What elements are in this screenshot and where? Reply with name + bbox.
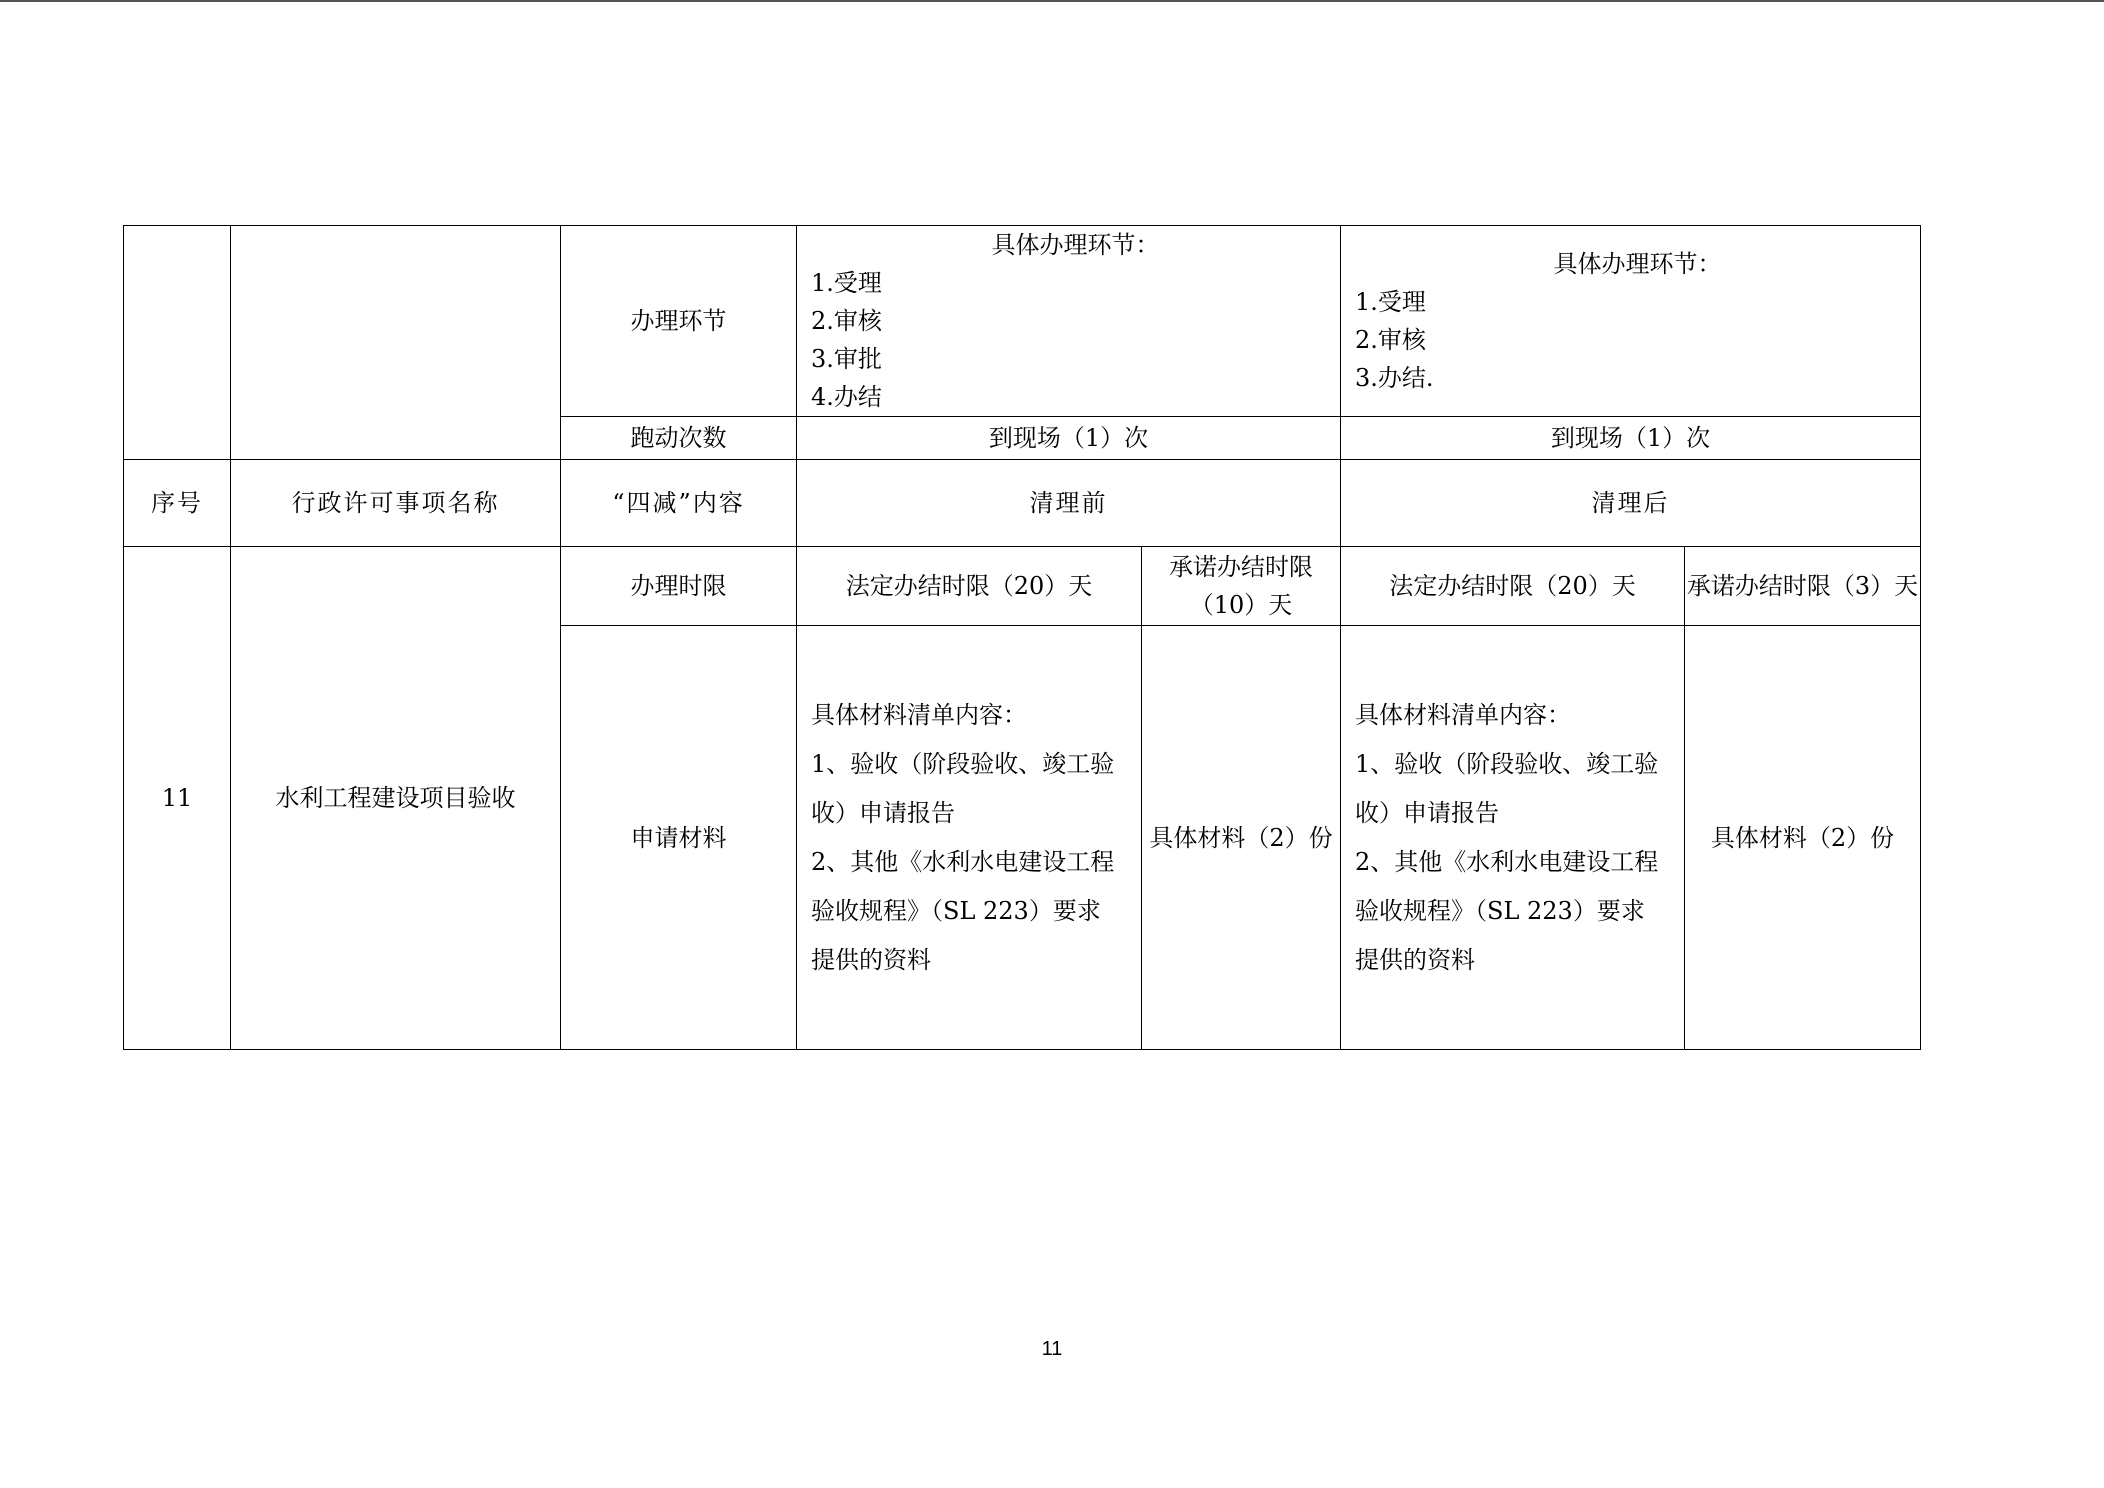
after-promise-time: 承诺办结时限（3）天	[1685, 547, 1921, 626]
before-promise-time: 承诺办结时限（10）天	[1142, 547, 1341, 626]
trips-after: 到现场（1）次	[1341, 417, 1921, 460]
after-step: 2.审核	[1355, 326, 1426, 354]
before-material-line: 2、其他《水利水电建设工程	[811, 847, 1115, 876]
after-legal-time: 法定办结时限（20）天	[1341, 547, 1685, 626]
trips-before: 到现场（1）次	[797, 417, 1341, 460]
before-legal-time: 法定办结时限（20）天	[797, 547, 1142, 626]
page-top-rule	[0, 0, 2104, 2]
after-materials-count: 具体材料（2）份	[1685, 626, 1921, 1050]
trips-label: 跑动次数	[561, 417, 797, 460]
stage-label: 办理环节	[561, 226, 797, 417]
before-materials-cell	[797, 626, 1142, 1050]
header-before: 清理前	[797, 460, 1341, 547]
after-material-line: 具体材料清单内容：	[1355, 700, 1571, 729]
materials-label: 申请材料	[561, 626, 797, 1050]
blank-name-cell	[231, 226, 561, 460]
before-step: 4.办结	[811, 383, 882, 411]
blank-seq-cell	[124, 226, 231, 460]
after-steps-title: 具体办理环节：	[1553, 250, 1722, 278]
page-number: 11	[1041, 1338, 1063, 1360]
before-materials-count: 具体材料（2）份	[1142, 626, 1341, 1050]
before-steps-title: 具体办理环节：	[991, 231, 1160, 259]
before-material-line: 1、验收（阶段验收、竣工验	[811, 749, 1115, 778]
before-step: 3.审批	[811, 345, 882, 373]
after-materials-cell	[1341, 626, 1685, 1050]
before-material-line: 提供的资料	[811, 945, 931, 974]
before-step: 1.受理	[811, 269, 882, 297]
after-material-line: 提供的资料	[1355, 945, 1475, 974]
header-after: 清理后	[1341, 460, 1921, 547]
item-seq: 11	[124, 547, 231, 1050]
after-material-line: 收）申请报告	[1355, 798, 1499, 827]
permit-table	[123, 225, 1921, 1050]
after-steps-cell	[1341, 226, 1921, 417]
header-four-reduce: “四减”内容	[561, 460, 797, 547]
after-step: 1.受理	[1355, 288, 1426, 316]
header-row	[124, 460, 1921, 547]
after-material-line: 验收规程》（SL 223）要求	[1355, 896, 1645, 925]
after-step: 3.办结.	[1355, 364, 1434, 392]
before-material-line: 具体材料清单内容：	[811, 700, 1027, 729]
before-material-line: 验收规程》（SL 223）要求	[811, 896, 1101, 925]
time-label: 办理时限	[561, 547, 797, 626]
before-step: 2.审核	[811, 307, 882, 335]
header-item-name: 行政许可事项名称	[231, 460, 561, 547]
after-material-line: 2、其他《水利水电建设工程	[1355, 847, 1659, 876]
header-seq: 序号	[124, 460, 231, 547]
row-time-limit	[124, 547, 1921, 626]
before-steps-cell	[797, 226, 1341, 417]
row-stages	[124, 226, 1921, 417]
before-material-line: 收）申请报告	[811, 798, 955, 827]
item-name: 水利工程建设项目验收	[231, 547, 561, 1050]
after-material-line: 1、验收（阶段验收、竣工验	[1355, 749, 1659, 778]
